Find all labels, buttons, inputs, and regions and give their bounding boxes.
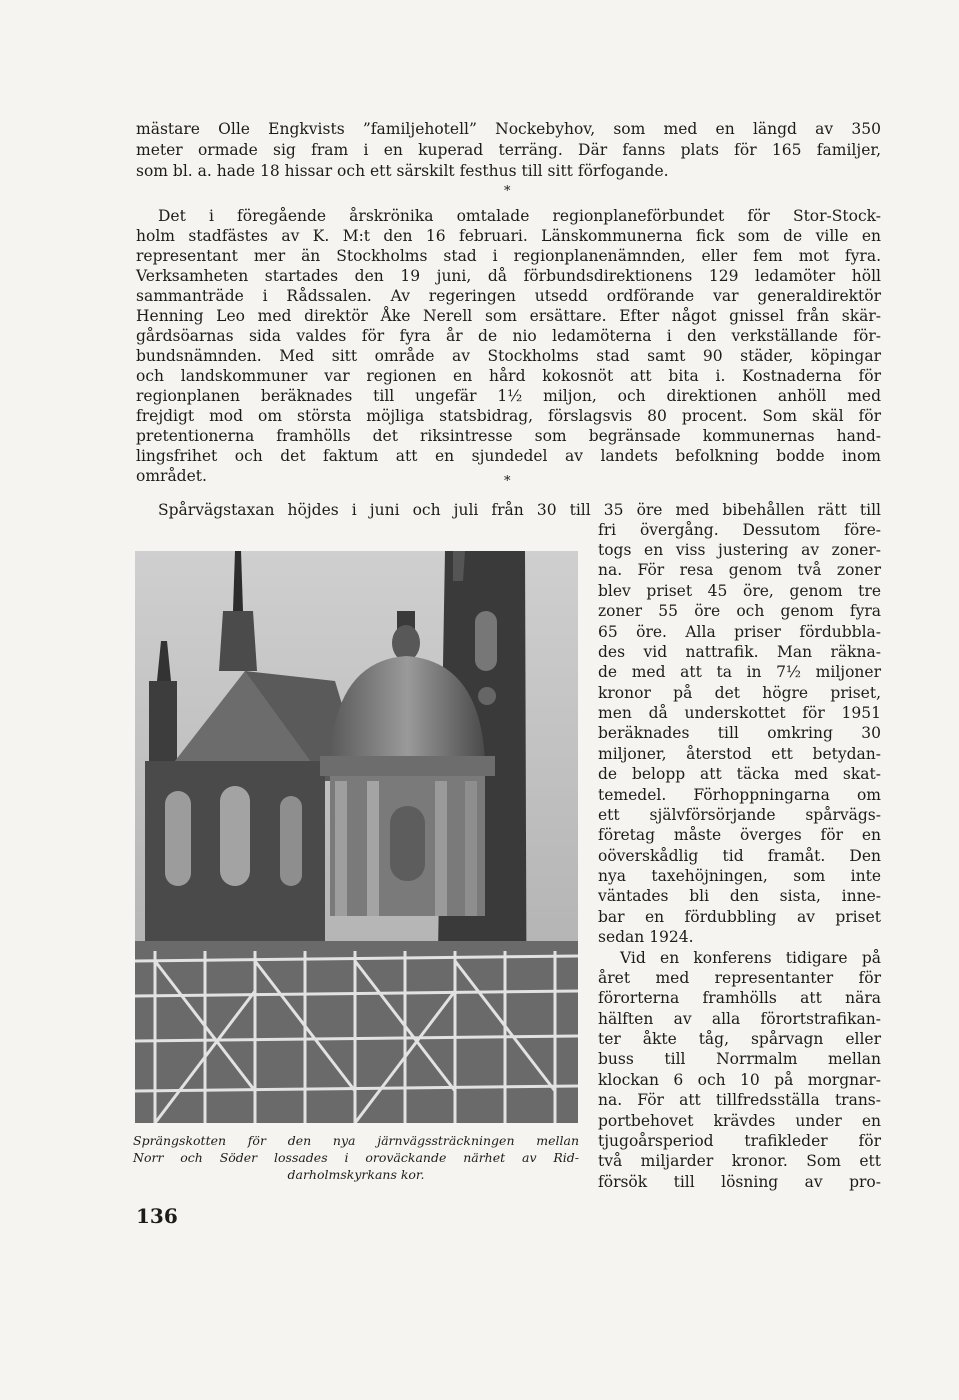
column-line: togs en viss justering av zoner- <box>598 541 881 559</box>
text-line: och landskommuner var regionen en hård kokosnöt att bita i. Kostnaderna för <box>136 367 881 385</box>
column-line: temedel. Förhoppningarna om <box>598 786 881 804</box>
tram-fare-first-line: Spårvägstaxan höjdes i juni och juli från 30 till 35 öre med bibehållen rätt till <box>158 501 881 519</box>
church-photograph <box>135 551 578 1123</box>
column-line: portbehovet krävdes under en <box>598 1112 881 1130</box>
caption-line: Norr och Söder lossades i oroväckande närhet av Rid- <box>133 1150 579 1165</box>
column-line: nya taxehöjningen, som inte <box>598 867 881 885</box>
text-line: området. <box>136 467 207 485</box>
column-line: Vid en konferens tidigare på <box>620 949 881 967</box>
text-line: gårdsöarnas sida valdes för fyra år de nio ledamöterna i den verkställande för- <box>136 327 881 345</box>
column-line: blev priset 45 öre, genom tre <box>598 582 881 600</box>
text-line: bundsnämnden. Med sitt område av Stockholms stad samt 90 städer, köpingar <box>136 347 881 365</box>
column-line: året med representanter för <box>598 969 881 987</box>
column-line: sedan 1924. <box>598 928 694 946</box>
text-line: Henning Leo med direktör Åke Nerell som ersättare. Efter något gnissel från skär- <box>136 307 881 325</box>
column-line: miljoner, återstod ett betydan- <box>598 745 881 763</box>
section-separator: * <box>504 474 511 489</box>
column-line: klockan 6 och 10 på morgnar- <box>598 1071 881 1089</box>
column-line: na. För att tillfredsställa trans- <box>598 1091 881 1109</box>
column-line: na. För resa genom två zoner <box>598 561 881 579</box>
column-line: förorterna framhölls att nära <box>598 989 881 1007</box>
column-line: men då underskottet för 1951 <box>598 704 881 722</box>
caption-line: Sprängskotten för den nya järnvägssträckningen mellan <box>133 1133 579 1148</box>
column-line: tjugoårsperiod trafikleder för <box>598 1132 881 1150</box>
column-line: oöverskådlig tid framåt. Den <box>598 847 881 865</box>
text-line: lingsfrihet och det faktum att en sjundedel av landets befolkning bodde inom <box>136 447 881 465</box>
text-line: meter ormade sig fram i en kuperad terräng. Där fanns plats för 165 familjer, <box>136 141 881 159</box>
column-line: två miljarder kronor. Som ett <box>598 1152 881 1170</box>
text-line: pretentionerna framhölls det riksintresse som begränsade kommunernas hand- <box>136 427 881 445</box>
column-line: zoner 55 öre och genom fyra <box>598 602 881 620</box>
text-line: Det i föregående årskrönika omtalade regionplaneförbundet för Stor-Stock- <box>158 207 881 225</box>
column-line: försök till lösning av pro- <box>598 1173 881 1191</box>
column-line: de med att ta in 7½ miljoner <box>598 663 881 681</box>
page-number: 136 <box>136 1204 178 1228</box>
column-line: buss till Norrmalm mellan <box>598 1050 881 1068</box>
column-line: de belopp att täcka med skat- <box>598 765 881 783</box>
text-line: sammanträde i Rådssalen. Av regeringen utsedd ordförande var generaldirektör <box>136 287 881 305</box>
text-line: representant mer än Stockholms stad i regionplanenämnden, eller fem mot fyra. <box>136 247 881 265</box>
text-line: holm stadfästes av K. M:t den 16 februari. Länskommunerna fick som de ville en <box>136 227 881 245</box>
column-line: företag måste överges för en <box>598 826 881 844</box>
column-line: ett självförsörjande spårvägs- <box>598 806 881 824</box>
text-line: regionplanen beräknades till ungefär 1½ miljon, och direktionen anhöll med <box>136 387 881 405</box>
text-line: frejdigt mod om största möjliga statsbidrag, förslagsvis 80 procent. Som skäl för <box>136 407 881 425</box>
text-line: som bl. a. hade 18 hissar och ett särskilt festhus till sitt förfogande. <box>136 162 669 180</box>
column-line: des vid nattrafik. Man räkna- <box>598 643 881 661</box>
section-separator: * <box>504 184 511 199</box>
text-line: mästare Olle Engkvists ”familjehotell” Nockebyhov, som med en längd av 350 <box>136 120 881 138</box>
column-line: fri övergång. Dessutom före- <box>598 521 881 539</box>
column-line: bar en fördubbling av priset <box>598 908 881 926</box>
column-line: kronor på det högre priset, <box>598 684 881 702</box>
column-line: ter åkte tåg, spårvagn eller <box>598 1030 881 1048</box>
column-line: beräknades till omkring 30 <box>598 724 881 742</box>
caption-line: darholmskyrkans kor. <box>287 1167 425 1182</box>
column-line: väntades bli den sista, inne- <box>598 887 881 905</box>
column-line: hälften av alla förortstrafikan- <box>598 1010 881 1028</box>
text-line: Verksamheten startades den 19 juni, då förbundsdirektionens 129 ledamöter höll <box>136 267 881 285</box>
column-line: 65 öre. Alla priser fördubbla- <box>598 623 881 641</box>
